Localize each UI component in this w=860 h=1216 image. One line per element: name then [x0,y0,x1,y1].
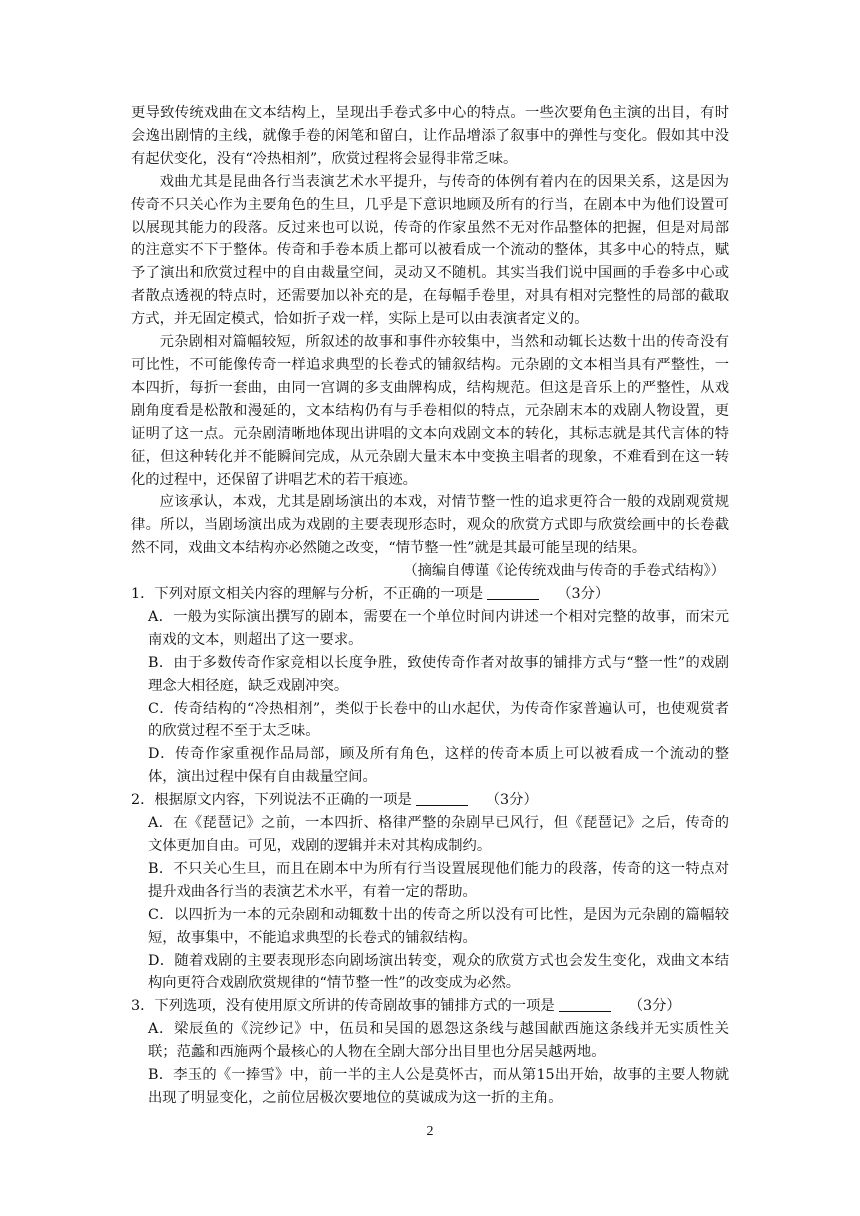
page-content [131,102,729,1110]
body-paragraph-4: 应该承认，本戏，尤其是剧场演出的本戏，对情节整一性的追求更符合一般的戏剧观赏规律。所以，当剧场演出成为戏剧的主要表现形态时，观众的欣赏方式即与欣赏绘画中的长卷截然不同，戏曲文本结构亦必然随之改变，“情节整一性”就是其最可能呈现的结果。 [131,494,729,557]
option-b: B．由于多数传奇作家竞相以长度争胜，致使传奇作者对故事的铺排方式与“整一性”的戏剧理念大相径庭，缺乏戏剧冲突。 [148,654,729,694]
question-2 [131,789,729,995]
question-score: （3分） [485,792,538,809]
option-b: B．不只关心生旦，而且在剧本中为所有行当设置展现他们能力的段落，传奇的这一特点对提升戏曲各行当的表演艺术水平，有着一定的帮助。 [148,860,729,900]
option-a: A．一般为实际演出撰写的剧本，需要在一个单位时间内讲述一个相对完整的故事，而宋元南戏的文本，则超出了这一要求。 [148,608,729,648]
question-stem-text: 1．下列对原文相关内容的理解与分析，不正确的一项是 [131,586,484,603]
option-d: D．随着戏剧的主要表现形态向剧场演出转变，观众的欣赏方式也会发生变化，戏曲文本结构向更符合戏剧欣赏规律的“情节整一性”的改变成为必然。 [148,952,729,992]
option-c: C．传奇结构的“冷热相剂”，类似于长卷中的山水起伏，为传奇作家普遍认可，也使观赏者的欣赏过程不至于太乏味。 [148,700,729,740]
question-stem-text: 3．下列选项，没有使用原文所讲的传奇剧故事的铺排方式的一项是 [131,998,555,1015]
answer-blank[interactable] [487,585,539,600]
question-stem [131,789,729,812]
body-paragraph-1: 更导致传统戏曲在文本结构上，呈现出手卷式多中心的特点。一些次要角色主演的出目，有时会逸出剧情的主线，就像手卷的闲笔和留白，让作品增添了叙事中的弹性与变化。假如其中没有起伏变化，没有“冷热相剂”，欣赏过程将会显得非常乏味。 [131,105,729,167]
question-score: （3分） [557,586,610,603]
option-d: D．传奇作家重视作品局部，顾及所有角色，这样的传奇本质上可以被看成一个流动的整体，演出过程中保有自由裁量空间。 [148,746,729,786]
page-number: 2 [426,1124,434,1139]
question-3 [131,995,729,1110]
body-paragraph-2: 戏曲尤其是昆曲各行当表演艺术水平提升，与传奇的体例有着内在的因果关系，这是因为传奇不只关心作为主要角色的生旦，几乎是下意识地顾及所有的行当，在剧本中为他们设置可以展现其能力的段落。反过来也可以说，传奇的作家虽然不无对作品整体的把握，但是对局部的注意实不下于整体。传奇和手卷本质上都可以被看成一个流动的整体，其多中心的特点，赋予了演出和欣赏过程中的自由裁量空间，灵动又不随机。其实当我们说中国画的手卷多中心或者散点透视的特点时，还需要加以补充的是，在每幅手卷里，对具有相对完整性的局部的截取方式，并无固定模式，恰如折子戏一样，实际上是可以由表演者定义的。 [131,173,729,328]
answer-blank[interactable] [416,791,468,806]
question-stem-text: 2．根据原文内容，下列说法不正确的一项是 [131,792,412,809]
option-b: B．李玉的《一捧雪》中，前一半的主人公是莫怀古，而从第15出开始，故事的主要人物就出现了明显变化，之前位居极次要地位的莫诚成为这一折的主角。 [148,1067,729,1106]
question-stem [131,583,729,606]
answer-blank[interactable] [559,997,611,1012]
question-score: （3分） [628,998,681,1015]
source-citation: （摘编自傅谨《论传统戏曲与传奇的手卷式结构》） [403,563,725,580]
question-1 [131,583,729,789]
question-stem [131,995,729,1018]
option-a: A．在《琵琶记》之前，一本四折、格律严整的杂剧早已风行，但《琵琶记》之后，传奇的文体更加自由。可见，戏剧的逻辑并未对其构成制约。 [148,815,729,854]
body-paragraph-3: 元杂剧相对篇幅较短，所叙述的故事和事件亦较集中，当然和动辄长达数十出的传奇没有可比性，不可能像传奇一样追求典型的长卷式的铺叙结构。元杂剧的文本相当具有严整性，一本四折，每折一套曲，由同一宫调的多支曲牌构成，结构规范。但这是音乐上的严整性，从戏剧角度看是松散和漫延的，文本结构仍有与手卷相似的特点，元杂剧末本的戏剧人物设置，更证明了这一点。元杂剧清晰地体现出讲唱的文本向戏剧文本的转化，其标志就是其代言体的特征，但这种转化并不能瞬间完成，从元杂剧大量末本中变换主唱者的现象，不难看到在这一转化的过程中，还保留了讲唱艺术的若干痕迹。 [131,334,729,488]
option-a: A．梁辰鱼的《浣纱记》中，伍员和吴国的恩怨这条线与越国献西施这条线并无实质性关联；范蠡和西施两个最核心的人物在全剧大部分出目里也分居吴越两地。 [148,1021,729,1061]
option-c: C．以四折为一本的元杂剧和动辄数十出的传奇之所以没有可比性，是因为元杂剧的篇幅较短，故事集中，不能追求典型的长卷式的铺叙结构。 [148,906,729,946]
